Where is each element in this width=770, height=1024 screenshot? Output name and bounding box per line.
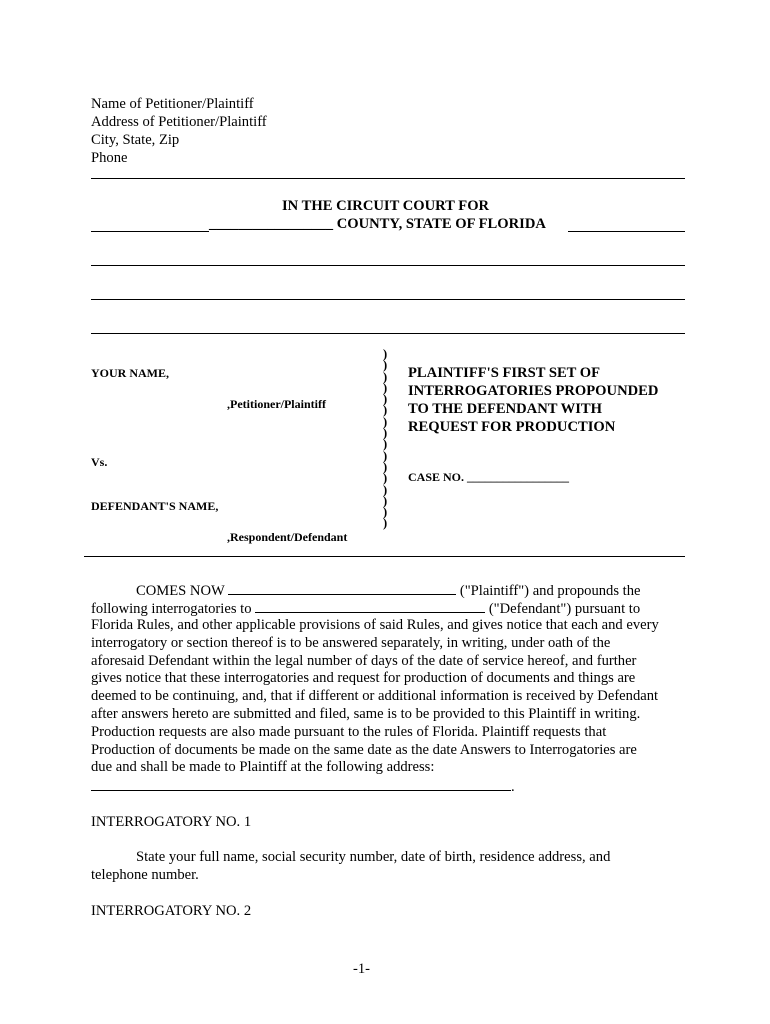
blank-line-1 [91, 265, 685, 266]
paren: ) [383, 392, 388, 407]
court-line-right [568, 231, 685, 232]
body-line-11: due and shall be made to Plaintiff at the following address: [91, 759, 435, 775]
petitioner-name-line: Name of Petitioner/Plaintiff [91, 96, 254, 112]
caption-divider [84, 556, 685, 557]
blank-line-2 [91, 299, 685, 300]
document-title-line3: TO THE DEFENDANT WITH [408, 401, 602, 417]
caption-petitioner-role: ,Petitioner/Plaintiff [227, 397, 326, 411]
body-line-1 [91, 581, 691, 601]
defendant-name-blank [255, 599, 485, 613]
body-line-9: Production requests are also made pursuant to the rules of Florida. Plaintiff requests that [91, 724, 607, 740]
body-line-4: interrogatory or section thereof is to be answered separately, in writing, under oath of the [91, 635, 611, 651]
caption-vs: Vs. [91, 455, 108, 469]
caption-paren-column [383, 349, 387, 530]
defendant-text: ("Defendant") pursuant to [488, 601, 641, 617]
paren: ) [383, 459, 388, 474]
paren: ) [383, 505, 388, 520]
interrogatory-2-heading: INTERROGATORY NO. 2 [91, 903, 252, 919]
document-title-line4: REQUEST FOR PRODUCTION [408, 419, 616, 435]
body-line-10: Production of documents be made on the same date as the date Answers to Interrogatories are [91, 742, 637, 758]
paren: ) [383, 448, 388, 463]
case-no-label: CASE NO. [408, 470, 465, 484]
document-title-line1: PLAINTIFF'S FIRST SET OF [408, 365, 601, 381]
petitioner-address-line: Address of Petitioner/Plaintiff [91, 114, 267, 130]
case-number [408, 468, 569, 486]
paren: ) [383, 437, 388, 452]
paren: ) [383, 482, 388, 497]
paren: ) [383, 493, 388, 508]
body-line-2 [91, 599, 691, 619]
header-divider [91, 178, 685, 179]
caption-respondent-role: ,Respondent/Defendant [227, 530, 348, 544]
body-line-6: gives notice that these interrogatories and request for production of documents and things are [91, 670, 636, 686]
interrogatory-1-text-line2: telephone number. [91, 867, 199, 883]
plaintiff-name-blank [228, 581, 456, 595]
body-line-7: deemed to be continuing, and, that if different or additional information is received by Defendant [91, 688, 659, 704]
body-line-5: aforesaid Defendant within the legal number of days of the date of service hereof, and further [91, 653, 637, 669]
paren: ) [383, 471, 388, 486]
county-state-text: COUNTY, STATE OF FLORIDA [333, 216, 546, 232]
blank-line-3 [91, 333, 685, 334]
address-end: . [511, 779, 515, 795]
interrogatory-1-heading: INTERROGATORY NO. 1 [91, 814, 252, 830]
petitioner-phone-line: Phone [91, 150, 128, 166]
interrogatory-1-text-line1: State your full name, social security number, date of birth, residence address, and [136, 849, 611, 865]
paren: ) [383, 516, 388, 531]
paren: ) [383, 426, 388, 441]
address-line [91, 777, 691, 797]
paren: ) [383, 369, 388, 384]
paren: ) [383, 347, 388, 361]
address-blank [91, 777, 511, 791]
paren: ) [383, 403, 388, 418]
court-heading-line2 [209, 215, 546, 233]
following-text: following interrogatories to [91, 601, 252, 617]
court-line-left [91, 231, 209, 232]
document-title-line2: INTERROGATORIES PROPOUNDED [408, 383, 659, 399]
plaintiff-text: ("Plaintiff") and propounds the [459, 583, 641, 599]
page-number: -1- [353, 961, 371, 977]
court-heading-line1: IN THE CIRCUIT COURT FOR [282, 198, 490, 214]
comes-now-text: COMES NOW [136, 583, 225, 599]
caption-your-name: YOUR NAME, [91, 366, 169, 380]
body-line-3: Florida Rules, and other applicable provisions of said Rules, and gives notice that each and every [91, 617, 659, 633]
petitioner-city-line: City, State, Zip [91, 132, 180, 148]
paren: ) [383, 358, 388, 373]
body-line-8: after answers hereto are submitted and filed, same is to be provided to this Plaintiff in writing. [91, 706, 641, 722]
caption-defendant-name: DEFENDANT'S NAME, [91, 499, 219, 513]
paren: ) [383, 414, 388, 429]
county-blank: _________________ [209, 216, 334, 232]
paren: ) [383, 380, 388, 395]
case-no-blank: _________________ [467, 470, 570, 484]
